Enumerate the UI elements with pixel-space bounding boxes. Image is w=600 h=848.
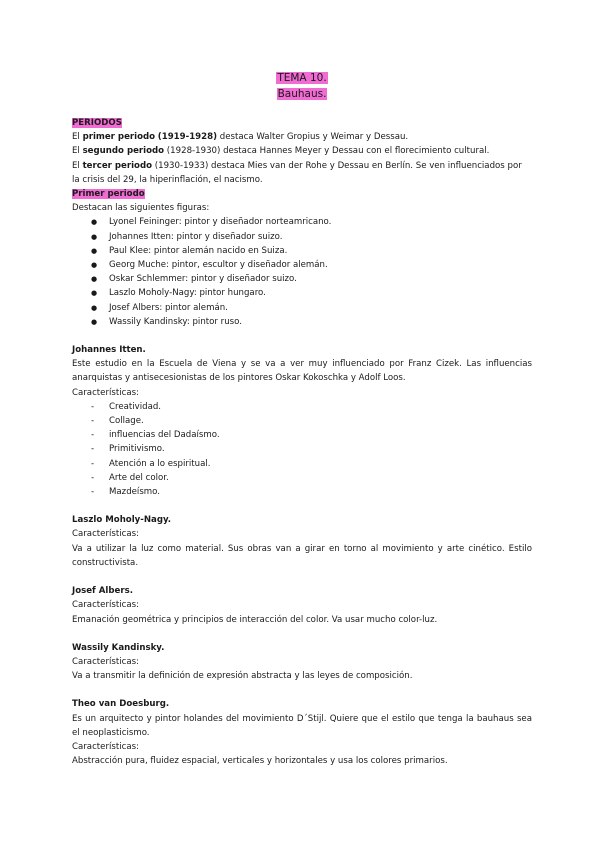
list-item: - Primitivismo. xyxy=(72,442,532,456)
kandinsky-body: Va a transmitir la definición de expresión abstracta y las leyes de composición. xyxy=(72,671,413,682)
list-item: - Collage. xyxy=(72,414,532,428)
doesburg-body: Es un arquitecto y pintor holandes del movimiento D´Stijl. Quiere que el estilo que tenga la bauhaus sea el neoplasticismo. xyxy=(72,713,532,738)
dash-icon: - xyxy=(91,416,95,427)
list-item: ● Lyonel Feininger: pintor y diseñador norteamricano. xyxy=(72,215,532,229)
doesburg-heading: Theo van Doesburg. xyxy=(72,699,170,710)
dash-icon: - xyxy=(91,487,95,498)
list-item: ● Josef Albers: pintor alemán. xyxy=(72,301,532,315)
list-item: ● Paul Klee: pintor alemán nacido en Suiza. xyxy=(72,244,532,258)
periodo-1-paragraph: El primer periodo (1919-1928) destaca Walter Gropius y Weimar y Dessau. xyxy=(72,132,409,143)
bullet-icon: ● xyxy=(91,303,98,312)
moholy-body: Va a utilizar la luz como material. Sus obras van a girar en torno al movimiento y arte cinético. Estilo constructivista. xyxy=(72,543,532,568)
itten-caracteristicas-label: Características: xyxy=(72,387,139,398)
doesburg-caracteristicas-label: Características: xyxy=(72,741,139,752)
periodo-3-paragraph: El tercer periodo (1930-1933) destaca Mies van der Rohe y Dessau en Berlín. Se ven influenciados por la crisis del 29, la hiperinflación, el nacismo. xyxy=(72,160,522,185)
kandinsky-caracteristicas-label: Características: xyxy=(72,656,139,667)
moholy-heading: Laszlo Moholy-Nagy. xyxy=(72,515,172,526)
list-item: ● Georg Muche: pintor, escultor y diseñador alemán. xyxy=(72,258,532,272)
bullet-icon: ● xyxy=(91,261,98,270)
dash-icon: - xyxy=(91,458,95,469)
bullet-icon: ● xyxy=(91,289,98,298)
doesburg-body-2: Abstracción pura, fluidez espacial, verticales y horizontales y usa los colores primarios. xyxy=(72,756,448,767)
bullet-icon: ● xyxy=(91,232,98,241)
dash-icon: - xyxy=(91,472,95,483)
albers-body: Emanación geométrica y principios de interacción del color. Va usar mucho color-luz. xyxy=(72,614,438,625)
kandinsky-heading: Wassily Kandinsky. xyxy=(72,642,165,653)
list-item: ● Johannes Itten: pintor y diseñador suizo. xyxy=(72,230,532,244)
periodos-heading: PERIODOS xyxy=(72,118,122,128)
list-item: - Atención a lo espiritual. xyxy=(72,457,532,471)
itten-body: Este estudio en la Escuela de Viena y se va a ver muy influenciado por Franz Cizek. Las influencias anarquistas y antisecesionistas de los pintores Oskar Kokoschka y Adolf Loos. xyxy=(72,359,532,384)
list-item: ● Wassily Kandinsky: pintor ruso. xyxy=(72,315,532,329)
primer-periodo-heading: Primer periodo xyxy=(72,189,145,200)
periodo-2-paragraph: El segundo periodo (1928-1930) destaca Hannes Meyer y Dessau con el florecimiento cultural. xyxy=(72,146,490,157)
albers-heading: Josef Albers. xyxy=(72,586,133,597)
list-item: - Creatividad. xyxy=(72,400,532,414)
list-item: - Mazdeísmo. xyxy=(72,485,532,499)
document-title xyxy=(72,70,532,102)
list-item: ● Laszlo Moholy-Nagy: pintor hungaro. xyxy=(72,286,532,300)
bullet-icon: ● xyxy=(91,275,98,284)
document-content xyxy=(72,70,532,768)
moholy-caracteristicas-label: Características: xyxy=(72,529,139,540)
dash-icon: - xyxy=(91,430,95,441)
dash-icon: - xyxy=(91,401,95,412)
albers-caracteristicas-label: Características: xyxy=(72,600,139,611)
bullet-icon: ● xyxy=(91,317,98,326)
dash-icon: - xyxy=(91,444,95,455)
bullet-icon: ● xyxy=(91,218,98,227)
title-line-2: Bauhaus. xyxy=(277,88,327,100)
figuras-list xyxy=(72,215,532,329)
bullet-icon: ● xyxy=(91,246,98,255)
title-line-1: TEMA 10. xyxy=(277,72,327,84)
primer-periodo-intro: Destacan las siguientes figuras: xyxy=(72,203,210,214)
itten-caracteristicas-list xyxy=(72,400,532,499)
list-item: - influencias del Dadaísmo. xyxy=(72,428,532,442)
list-item: - Arte del color. xyxy=(72,471,532,485)
list-item: ● Oskar Schlemmer: pintor y diseñador suizo. xyxy=(72,272,532,286)
itten-heading: Johannes Itten. xyxy=(72,345,146,356)
